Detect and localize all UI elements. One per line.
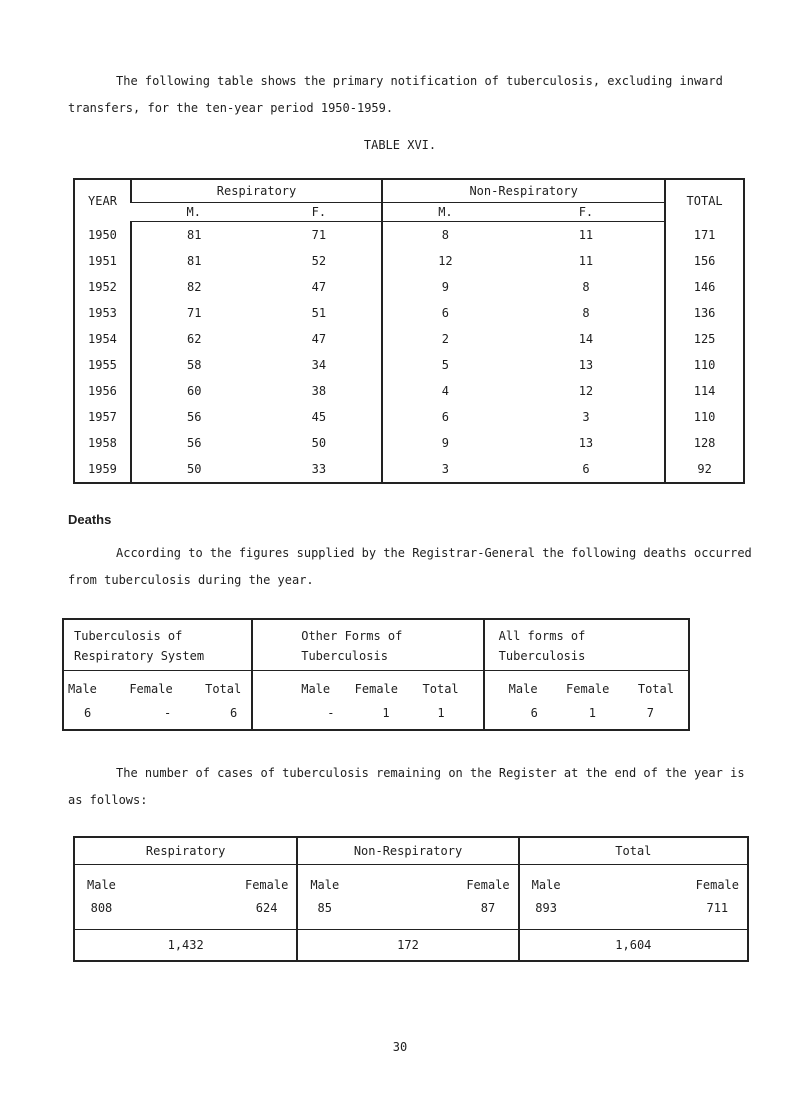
table-row — [74, 378, 744, 404]
non-female-cell: 14 — [578, 332, 594, 346]
year-cell: 1959 — [88, 462, 117, 476]
register-table — [73, 836, 749, 962]
total-cell: 114 — [665, 378, 744, 404]
non-male-cell: 9 — [382, 274, 508, 300]
register-respiratory-header: Respiratory — [74, 837, 297, 865]
non-male-header: M. — [382, 203, 508, 222]
year-cell: 1951 — [88, 254, 117, 268]
year-cell: 1953 — [88, 306, 117, 320]
resp-male-cell: 58 — [131, 352, 257, 378]
page-number: 30 — [392, 1040, 408, 1054]
table-row — [74, 222, 744, 249]
non-male-cell: 4 — [382, 378, 508, 404]
year-cell: 1957 — [88, 410, 117, 424]
resp-male-cell: 82 — [131, 274, 257, 300]
year-cell: 1958 — [88, 436, 117, 450]
resp-male-header: M. — [131, 203, 257, 222]
deaths-col-other: Other Forms of Tuberculosis — [252, 619, 483, 671]
deaths-other-values: Male Female Total - 1 1 — [252, 671, 483, 731]
deaths-heading: Deaths — [68, 512, 112, 527]
non-female-cell: 11 — [578, 254, 594, 268]
non-female-cell: 3 — [582, 410, 590, 424]
resp-male-cell: 56 — [131, 430, 257, 456]
resp-male-cell: 50 — [131, 456, 257, 483]
non-male-cell: 3 — [382, 456, 508, 483]
resp-female-cell: 52 — [311, 254, 327, 268]
non-male-cell: 9 — [382, 430, 508, 456]
register-respiratory-values: Male 808 Female 624 — [87, 878, 289, 915]
non-male-cell: 6 — [382, 300, 508, 326]
deaths-paragraph: According to the figures supplied by the Registrar-General the following deaths occurred from tuberculosis during the year. — [68, 546, 752, 587]
resp-female-cell: 38 — [311, 384, 327, 398]
non-female-cell: 13 — [578, 358, 594, 372]
register-nonrespiratory-total: 172 — [297, 930, 518, 962]
non-male-cell: 6 — [382, 404, 508, 430]
resp-male-cell: 81 — [131, 222, 257, 249]
table-row — [74, 430, 744, 456]
total-cell: 128 — [665, 430, 744, 456]
non-female-cell: 12 — [578, 384, 594, 398]
register-paragraph: The number of cases of tuberculosis remaining on the Register at the end of the year is as follows: — [68, 766, 745, 807]
table-row — [74, 274, 744, 300]
non-male-cell: 8 — [382, 222, 508, 249]
table-row — [74, 456, 744, 483]
total-cell: 110 — [665, 352, 744, 378]
deaths-all-values: Male Female Total 6 1 7 — [484, 671, 689, 731]
non-female-cell: 6 — [582, 462, 590, 476]
year-header: YEAR — [88, 193, 117, 208]
deaths-table — [62, 618, 690, 731]
table-row — [74, 326, 744, 352]
non-male-cell: 2 — [382, 326, 508, 352]
non-male-cell: 5 — [382, 352, 508, 378]
resp-female-cell: 50 — [311, 436, 327, 450]
non-female-cell: 13 — [578, 436, 594, 450]
total-cell: 92 — [665, 456, 744, 483]
resp-male-cell: 71 — [131, 300, 257, 326]
total-cell: 146 — [665, 274, 744, 300]
register-total-values: Male 893 Female 711 — [519, 865, 748, 930]
non-female-header: F. — [508, 203, 665, 222]
table-title: TABLE XVI. — [363, 138, 437, 152]
resp-female-cell: 33 — [311, 462, 327, 476]
deaths-col-respiratory: Tuberculosis of Respiratory System — [63, 619, 252, 671]
respiratory-header: Respiratory — [131, 179, 382, 203]
non-female-cell: 8 — [582, 280, 590, 294]
tuberculosis-notification-table — [73, 178, 745, 484]
deaths-col-all: All forms of Tuberculosis — [484, 619, 689, 671]
resp-female-cell: 34 — [311, 358, 327, 372]
resp-female-header: F. — [257, 203, 383, 222]
total-cell: 156 — [665, 248, 744, 274]
total-header: TOTAL — [665, 179, 744, 222]
register-grand-total: 1,604 — [519, 930, 748, 962]
non-female-cell: 8 — [582, 306, 590, 320]
resp-male-cell: 60 — [131, 378, 257, 404]
resp-female-cell: 47 — [311, 280, 327, 294]
non-female-cell: 11 — [578, 228, 594, 242]
year-cell: 1952 — [88, 280, 117, 294]
deaths-respiratory-values: Male Female Total 6 - 6 — [68, 682, 242, 720]
year-cell: 1954 — [88, 332, 117, 346]
register-nonrespiratory-values: Male 85 Female 87 — [297, 865, 518, 930]
resp-male-cell: 56 — [131, 404, 257, 430]
table-row — [74, 300, 744, 326]
resp-female-cell: 51 — [311, 306, 327, 320]
resp-male-cell: 81 — [131, 248, 257, 274]
year-cell: 1956 — [88, 384, 117, 398]
intro-paragraph: The following table shows the primary notification of tuberculosis, excluding inward transfers, for the ten-year period 1950-1959. — [68, 74, 723, 115]
resp-male-cell: 62 — [131, 326, 257, 352]
total-cell: 125 — [665, 326, 744, 352]
year-cell: 1950 — [88, 227, 117, 242]
register-nonrespiratory-header: Non-Respiratory — [297, 837, 518, 865]
table-row — [74, 352, 744, 378]
resp-female-cell: 71 — [311, 228, 327, 242]
year-cell: 1955 — [88, 358, 117, 372]
resp-female-cell: 45 — [311, 410, 327, 424]
nonrespiratory-header: Non-Respiratory — [382, 179, 665, 203]
table-row — [74, 248, 744, 274]
total-cell: 110 — [665, 404, 744, 430]
register-respiratory-total: 1,432 — [74, 930, 297, 962]
table-row — [74, 404, 744, 430]
total-cell: 171 — [665, 222, 744, 249]
total-cell: 136 — [665, 300, 744, 326]
register-total-header: Total — [519, 837, 748, 865]
resp-female-cell: 47 — [311, 332, 327, 346]
non-male-cell: 12 — [382, 248, 508, 274]
